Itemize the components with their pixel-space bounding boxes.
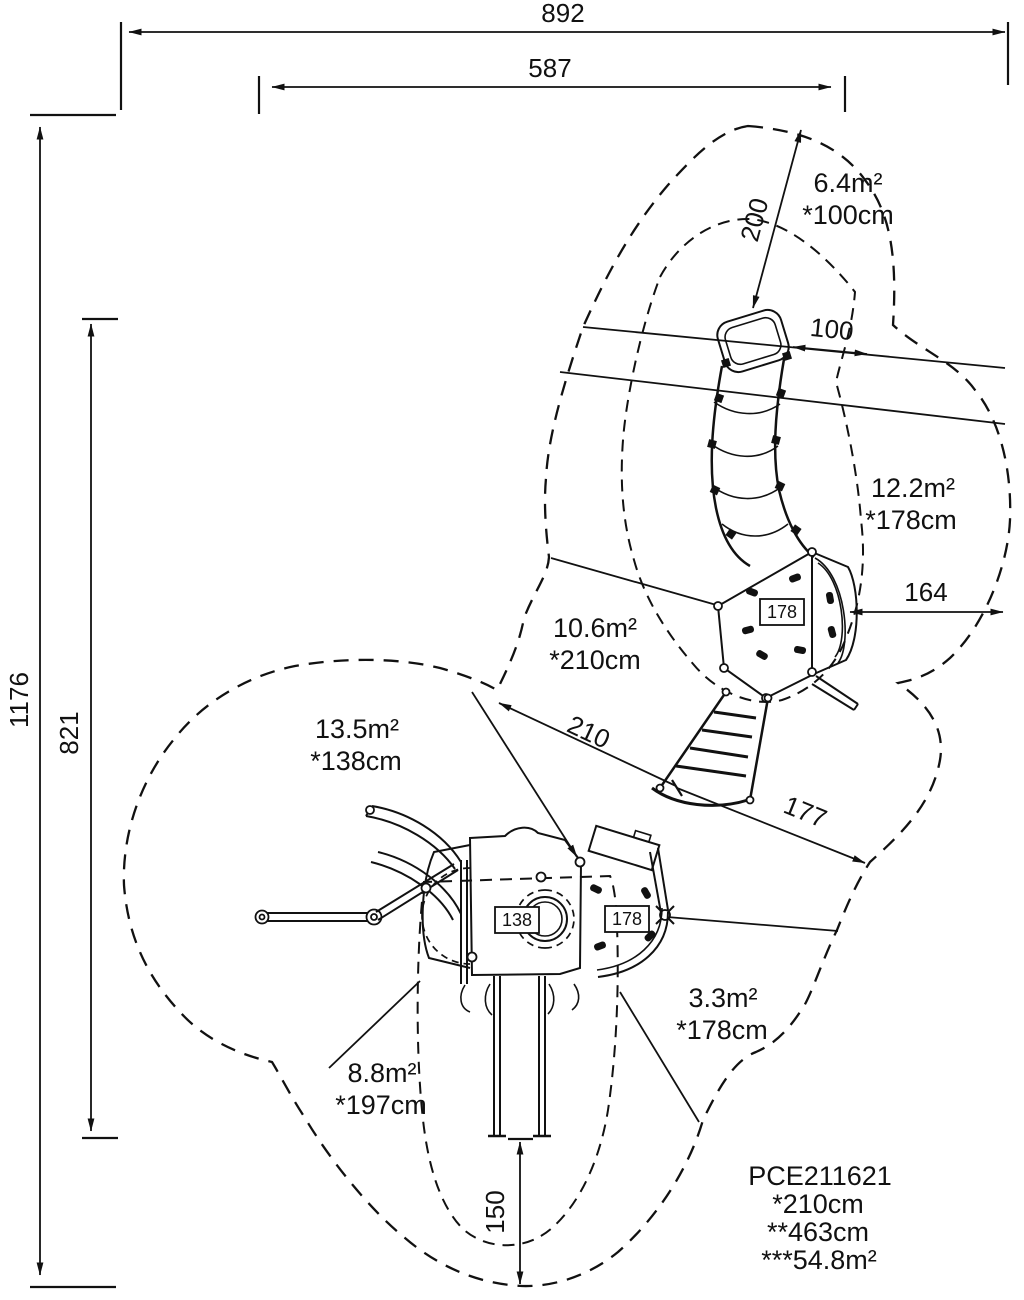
tag-upper-platform [760,599,804,625]
zone-bottom-area: 8.8m² [347,1058,417,1088]
zone-middle-area: 10.6m² [552,613,638,643]
dimension-labels [4,0,948,1234]
dim-clearance-200: 200 [734,194,775,245]
dim-inner-depth: 821 [54,711,84,755]
zone-top-height: *100cm [802,200,894,230]
product-note-1: *210cm [772,1189,864,1219]
tag-lower-platform-right [605,906,649,932]
arc-climber [366,806,467,984]
zone-left-height: *138cm [310,746,402,776]
tag-upper-platform-label: 178 [766,602,798,622]
zone-bottom-height: *197cm [335,1090,427,1120]
upper-side-rail [812,676,858,710]
zone-right-height: *178cm [865,505,957,535]
product-code: PCE211621 [748,1161,892,1191]
dim-clearance-150: 150 [480,1190,510,1234]
zone-top-area: 6.4m² [813,168,883,198]
zone-divider-lines [329,327,1005,1122]
net-climber [652,689,772,806]
zone-bottom-right-area: 3.3m² [688,983,758,1013]
dim-clearance-164: 164 [904,577,948,607]
product-note-2: **463cm [766,1217,870,1247]
lower-platform [422,828,657,975]
slide-rails [707,351,814,566]
upper-play-unit [652,306,858,805]
zone-left-area: 13.5m² [314,714,400,744]
dim-total-depth: 1176 [4,672,34,728]
zone-middle-height: *210cm [549,645,641,675]
zone-right-area: 12.2m² [870,473,956,503]
slide-rail-cleats [707,351,801,540]
dim-total-width: 892 [541,0,585,28]
tag-lower-platform-right-label: 178 [611,909,643,929]
tag-lower-platform-left-label: 138 [501,910,533,930]
zone-bottom-right-height: *178cm [676,1015,768,1045]
platform-height-tags [495,599,804,933]
ramp-element [589,819,674,977]
product-code-block [748,1161,892,1275]
zone-labels [310,168,957,1120]
ramp-joint [656,906,674,924]
dim-clearance-177: 177 [779,789,832,834]
product-note-3: ***54.8m² [761,1245,877,1275]
dim-clearance-100: 100 [808,311,856,347]
balance-beam [256,910,382,925]
safety-zone-outline [124,126,1010,1286]
dim-inner-width: 587 [528,53,572,83]
dim-clearance-210: 210 [562,709,615,755]
fire-pole-rails [461,976,579,1136]
tag-lower-platform-left [495,907,539,933]
